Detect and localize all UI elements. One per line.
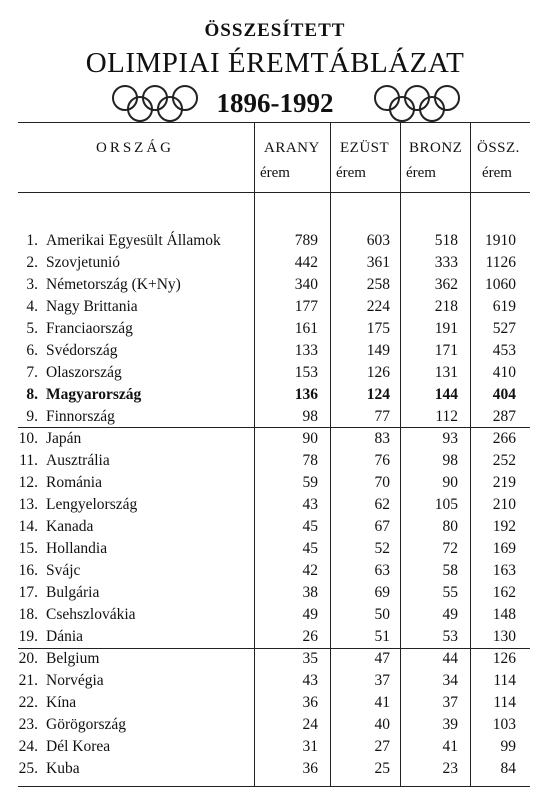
- cell-bronze: 105: [434, 496, 458, 513]
- cell-gold: 340: [294, 276, 318, 293]
- cell-total: 126: [492, 650, 516, 667]
- table-row: [0, 584, 550, 606]
- cell-country: Japán: [46, 430, 82, 447]
- cell-total: 252: [492, 452, 516, 469]
- cell-country: Ausztrália: [46, 452, 110, 469]
- cell-country: Bulgária: [46, 584, 100, 601]
- cell-silver: 27: [374, 738, 390, 755]
- header-country: ORSZÁG: [96, 140, 175, 156]
- cell-bronze: 144: [434, 386, 458, 403]
- cell-total: 1126: [485, 254, 516, 271]
- cell-bronze: 41: [442, 738, 458, 755]
- cell-bronze: 80: [442, 518, 458, 535]
- cell-total: 162: [492, 584, 516, 601]
- cell-country: Kuba: [46, 760, 80, 777]
- cell-rank: 4.: [26, 298, 38, 315]
- cell-silver: 175: [366, 320, 390, 337]
- cell-total: 219: [492, 474, 516, 491]
- table-row: [0, 650, 550, 672]
- cell-rank: 11.: [19, 452, 38, 469]
- cell-gold: 98: [302, 408, 318, 425]
- table-row: [0, 452, 550, 474]
- cell-silver: 40: [374, 716, 390, 733]
- cell-gold: 43: [302, 496, 318, 513]
- cell-gold: 133: [294, 342, 318, 359]
- cell-bronze: 131: [434, 364, 458, 381]
- cell-country: Kanada: [46, 518, 94, 535]
- cell-total: 192: [492, 518, 516, 535]
- table-row: [0, 298, 550, 320]
- cell-silver: 69: [374, 584, 390, 601]
- cell-country: Görögország: [46, 716, 127, 733]
- cell-silver: 62: [374, 496, 390, 513]
- header-total: ÖSSZ.: [477, 140, 520, 156]
- cell-rank: 6.: [26, 342, 38, 359]
- cell-silver: 37: [374, 672, 390, 689]
- table-row: [0, 430, 550, 452]
- cell-rank: 15.: [18, 540, 38, 557]
- cell-gold: 177: [294, 298, 318, 315]
- cell-silver: 63: [374, 562, 390, 579]
- olympic-rings-icon: [370, 84, 465, 124]
- cell-bronze: 518: [434, 232, 458, 249]
- cell-total: 287: [492, 408, 516, 425]
- table-row: [0, 408, 550, 430]
- table-row: [0, 386, 550, 408]
- table-row: [0, 760, 550, 782]
- cell-country: Svájc: [46, 562, 81, 579]
- table-row: [0, 276, 550, 298]
- cell-gold: 90: [302, 430, 318, 447]
- table-row: [0, 716, 550, 738]
- table-row: [0, 694, 550, 716]
- cell-bronze: 362: [434, 276, 458, 293]
- cell-country: Belgium: [46, 650, 100, 667]
- cell-country: Amerikai Egyesült Államok: [46, 232, 221, 249]
- cell-bronze: 23: [442, 760, 458, 777]
- cell-rank: 9.: [26, 408, 38, 425]
- cell-silver: 70: [374, 474, 390, 491]
- cell-silver: 51: [374, 628, 390, 645]
- cell-rank: 13.: [18, 496, 38, 513]
- cell-country: Lengyelország: [46, 496, 138, 513]
- cell-bronze: 98: [442, 452, 458, 469]
- cell-bronze: 44: [442, 650, 458, 667]
- cell-country: Németország (K+Ny): [46, 276, 181, 293]
- table-row: [0, 232, 550, 254]
- table-row: [0, 562, 550, 584]
- cell-total: 130: [492, 628, 516, 645]
- header-bottom-rule: [18, 192, 530, 193]
- cell-gold: 59: [302, 474, 318, 491]
- header-unit: érem: [482, 165, 512, 181]
- cell-rank: 5.: [26, 320, 38, 337]
- cell-gold: 442: [294, 254, 318, 271]
- cell-gold: 789: [294, 232, 318, 249]
- cell-silver: 126: [366, 364, 390, 381]
- cell-total: 453: [492, 342, 516, 359]
- cell-country: Franciaország: [46, 320, 133, 337]
- cell-rank: 2.: [26, 254, 38, 271]
- header-unit: érem: [336, 165, 366, 181]
- cell-rank: 23.: [18, 716, 38, 733]
- cell-silver: 258: [366, 276, 390, 293]
- cell-total: 169: [492, 540, 516, 557]
- header-silver: EZÜST: [340, 140, 390, 156]
- cell-gold: 42: [302, 562, 318, 579]
- cell-bronze: 93: [442, 430, 458, 447]
- table-row: [0, 518, 550, 540]
- cell-total: 114: [493, 672, 516, 689]
- cell-rank: 7.: [26, 364, 38, 381]
- cell-bronze: 58: [442, 562, 458, 579]
- cell-rank: 20.: [18, 650, 38, 667]
- header-unit: érem: [406, 165, 436, 181]
- cell-total: 266: [492, 430, 516, 447]
- cell-total: 619: [492, 298, 516, 315]
- cell-bronze: 72: [442, 540, 458, 557]
- cell-silver: 149: [366, 342, 390, 359]
- cell-bronze: 191: [434, 320, 458, 337]
- cell-bronze: 49: [442, 606, 458, 623]
- cell-country: Finnország: [46, 408, 115, 425]
- cell-country: Norvégia: [46, 672, 104, 689]
- table-row: [0, 342, 550, 364]
- cell-rank: 25.: [18, 760, 38, 777]
- cell-rank: 16.: [18, 562, 38, 579]
- cell-bronze: 53: [442, 628, 458, 645]
- cell-gold: 36: [302, 760, 318, 777]
- table-row: [0, 496, 550, 518]
- cell-bronze: 218: [434, 298, 458, 315]
- cell-gold: 161: [294, 320, 318, 337]
- cell-rank: 8.: [26, 386, 38, 403]
- cell-rank: 17.: [18, 584, 38, 601]
- cell-total: 163: [492, 562, 516, 579]
- cell-gold: 35: [302, 650, 318, 667]
- table-row: [0, 474, 550, 496]
- cell-rank: 12.: [18, 474, 38, 491]
- cell-bronze: 112: [435, 408, 458, 425]
- cell-gold: 24: [302, 716, 318, 733]
- table-row: [0, 672, 550, 694]
- table-top-rule: [18, 122, 530, 123]
- cell-silver: 603: [366, 232, 390, 249]
- table-row: [0, 540, 550, 562]
- cell-gold: 49: [302, 606, 318, 623]
- cell-country: Hollandia: [46, 540, 108, 557]
- cell-total: 84: [500, 760, 516, 777]
- cell-total: 404: [492, 386, 516, 403]
- cell-total: 1060: [485, 276, 516, 293]
- cell-silver: 52: [374, 540, 390, 557]
- cell-silver: 77: [374, 408, 390, 425]
- header-unit: érem: [260, 165, 290, 181]
- cell-gold: 153: [294, 364, 318, 381]
- cell-silver: 41: [374, 694, 390, 711]
- cell-bronze: 34: [442, 672, 458, 689]
- cell-gold: 136: [294, 386, 318, 403]
- header-gold: ARANY: [264, 140, 320, 156]
- cell-bronze: 37: [442, 694, 458, 711]
- table-row: [0, 364, 550, 386]
- cell-country: Dánia: [46, 628, 84, 645]
- cell-total: 210: [492, 496, 516, 513]
- cell-gold: 26: [302, 628, 318, 645]
- cell-gold: 45: [302, 540, 318, 557]
- cell-rank: 1.: [26, 232, 38, 249]
- cell-rank: 3.: [26, 276, 38, 293]
- table-row: [0, 738, 550, 760]
- cell-gold: 43: [302, 672, 318, 689]
- table-row: [0, 320, 550, 342]
- title-main: OLIMPIAI ÉREMTÁBLÁZAT: [85, 47, 465, 79]
- table-bottom-rule: [18, 786, 530, 787]
- cell-country: Svédország: [46, 342, 118, 359]
- cell-country: Dél Korea: [46, 738, 111, 755]
- cell-rank: 21.: [18, 672, 38, 689]
- table-row: [0, 606, 550, 628]
- header-bronze: BRONZ: [409, 140, 463, 156]
- cell-gold: 38: [302, 584, 318, 601]
- cell-total: 99: [500, 738, 516, 755]
- cell-rank: 22.: [18, 694, 38, 711]
- cell-silver: 25: [374, 760, 390, 777]
- cell-rank: 18.: [18, 606, 38, 623]
- cell-silver: 224: [366, 298, 390, 315]
- cell-total: 148: [492, 606, 516, 623]
- cell-bronze: 333: [434, 254, 458, 271]
- cell-rank: 10.: [18, 430, 38, 447]
- cell-gold: 36: [302, 694, 318, 711]
- cell-country: Olaszország: [46, 364, 122, 381]
- cell-bronze: 90: [442, 474, 458, 491]
- cell-gold: 45: [302, 518, 318, 535]
- cell-total: 527: [492, 320, 516, 337]
- cell-country: Nagy Brittania: [46, 298, 138, 315]
- cell-total: 410: [492, 364, 516, 381]
- table-row: [0, 254, 550, 276]
- cell-rank: 24.: [18, 738, 38, 755]
- table-row: [0, 628, 550, 650]
- cell-silver: 361: [366, 254, 390, 271]
- title-years: 1896-1992: [216, 88, 334, 118]
- cell-silver: 67: [374, 518, 390, 535]
- cell-country: Csehszlovákia: [46, 606, 136, 623]
- cell-country: Magyarország: [46, 386, 142, 403]
- cell-country: Kína: [46, 694, 77, 711]
- cell-country: Románia: [46, 474, 102, 491]
- olympic-rings-icon: [108, 84, 203, 124]
- cell-country: Szovjetunió: [46, 254, 121, 271]
- cell-silver: 83: [374, 430, 390, 447]
- cell-total: 103: [492, 716, 516, 733]
- title-summary: ÖSSZESÍTETT: [204, 20, 346, 41]
- cell-gold: 78: [302, 452, 318, 469]
- cell-gold: 31: [302, 738, 318, 755]
- cell-bronze: 171: [434, 342, 458, 359]
- cell-silver: 124: [366, 386, 390, 403]
- cell-rank: 19.: [18, 628, 38, 645]
- cell-total: 114: [493, 694, 516, 711]
- cell-bronze: 55: [442, 584, 458, 601]
- cell-total: 1910: [485, 232, 516, 249]
- cell-bronze: 39: [442, 716, 458, 733]
- cell-rank: 14.: [18, 518, 38, 535]
- cell-silver: 76: [374, 452, 390, 469]
- cell-silver: 50: [374, 606, 390, 623]
- cell-silver: 47: [374, 650, 390, 667]
